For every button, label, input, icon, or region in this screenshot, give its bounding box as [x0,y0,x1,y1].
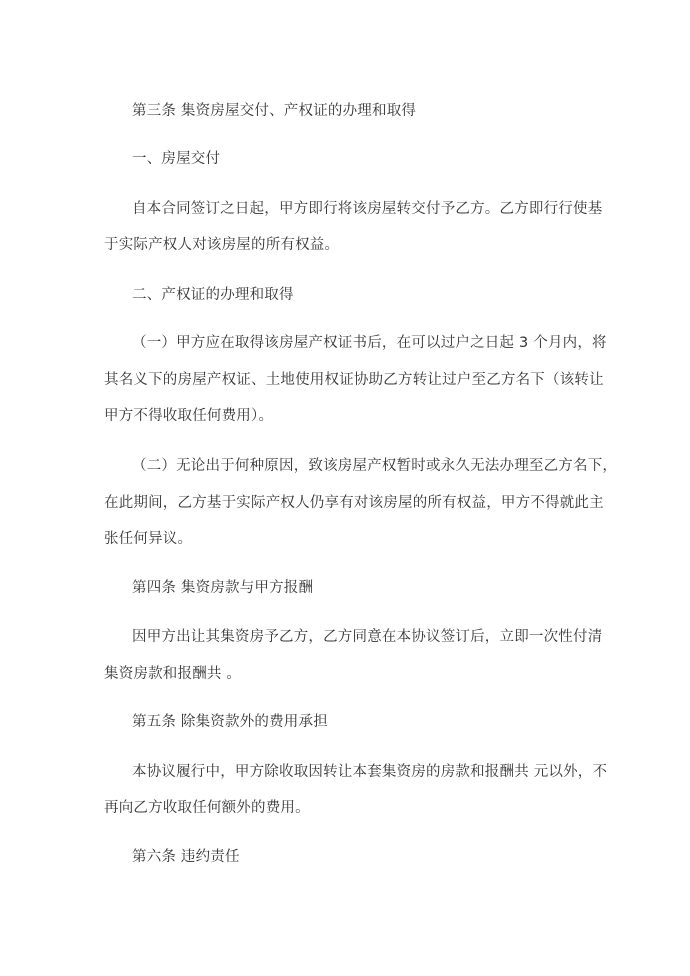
article-6-heading: 第六条 违约责任 [132,849,240,865]
section-2-heading: 二、产权证的办理和取得 [132,287,294,303]
article-5-heading: 第五条 除集资款外的费用承担 [132,714,328,730]
paragraph-line: （二）无论出于何种原因，致该房屋产权暂时或永久无法办理至乙方名下， [132,458,618,474]
paragraph-line: 本协议履行中，甲方除收取因转让本套集资房的房款和报酬共 元以外，不 [132,764,608,780]
paragraph-line: （一）甲方应在取得该房屋产权证书后，在可以过户之日起 3 个月内，将 [132,335,607,351]
paragraph-line: 自本合同签订之日起，甲方即行将该房屋转交付予乙方。乙方即行行使基 [132,201,603,217]
paragraph-line: 其名义下的房屋产权证、土地使用权证协助乙方转让过户至乙方名下（该转让 [104,372,604,388]
paragraph-line: 因甲方出让其集资房予乙方，乙方同意在本协议签订后，立即一次性付清 [132,629,603,645]
section-1-heading: 一、房屋交付 [132,151,221,167]
paragraph-line: 于实际产权人对该房屋的所有权益。 [104,237,340,253]
paragraph-line: 再向乙方收取任何额外的费用。 [104,800,310,816]
article-3-heading: 第三条 集资房屋交付、产权证的办理和取得 [132,103,417,119]
article-4-heading: 第四条 集资房款与甲方报酬 [132,580,314,596]
paragraph-line: 张任何异议。 [104,531,193,547]
paragraph-line: 在此期间，乙方基于实际产权人仍享有对该房屋的所有权益，甲方不得就此主 [104,495,604,511]
paragraph-line: 集资房款和报酬共 。 [104,666,242,682]
paragraph-line: 甲方不得收取任何费用）。 [104,408,274,424]
